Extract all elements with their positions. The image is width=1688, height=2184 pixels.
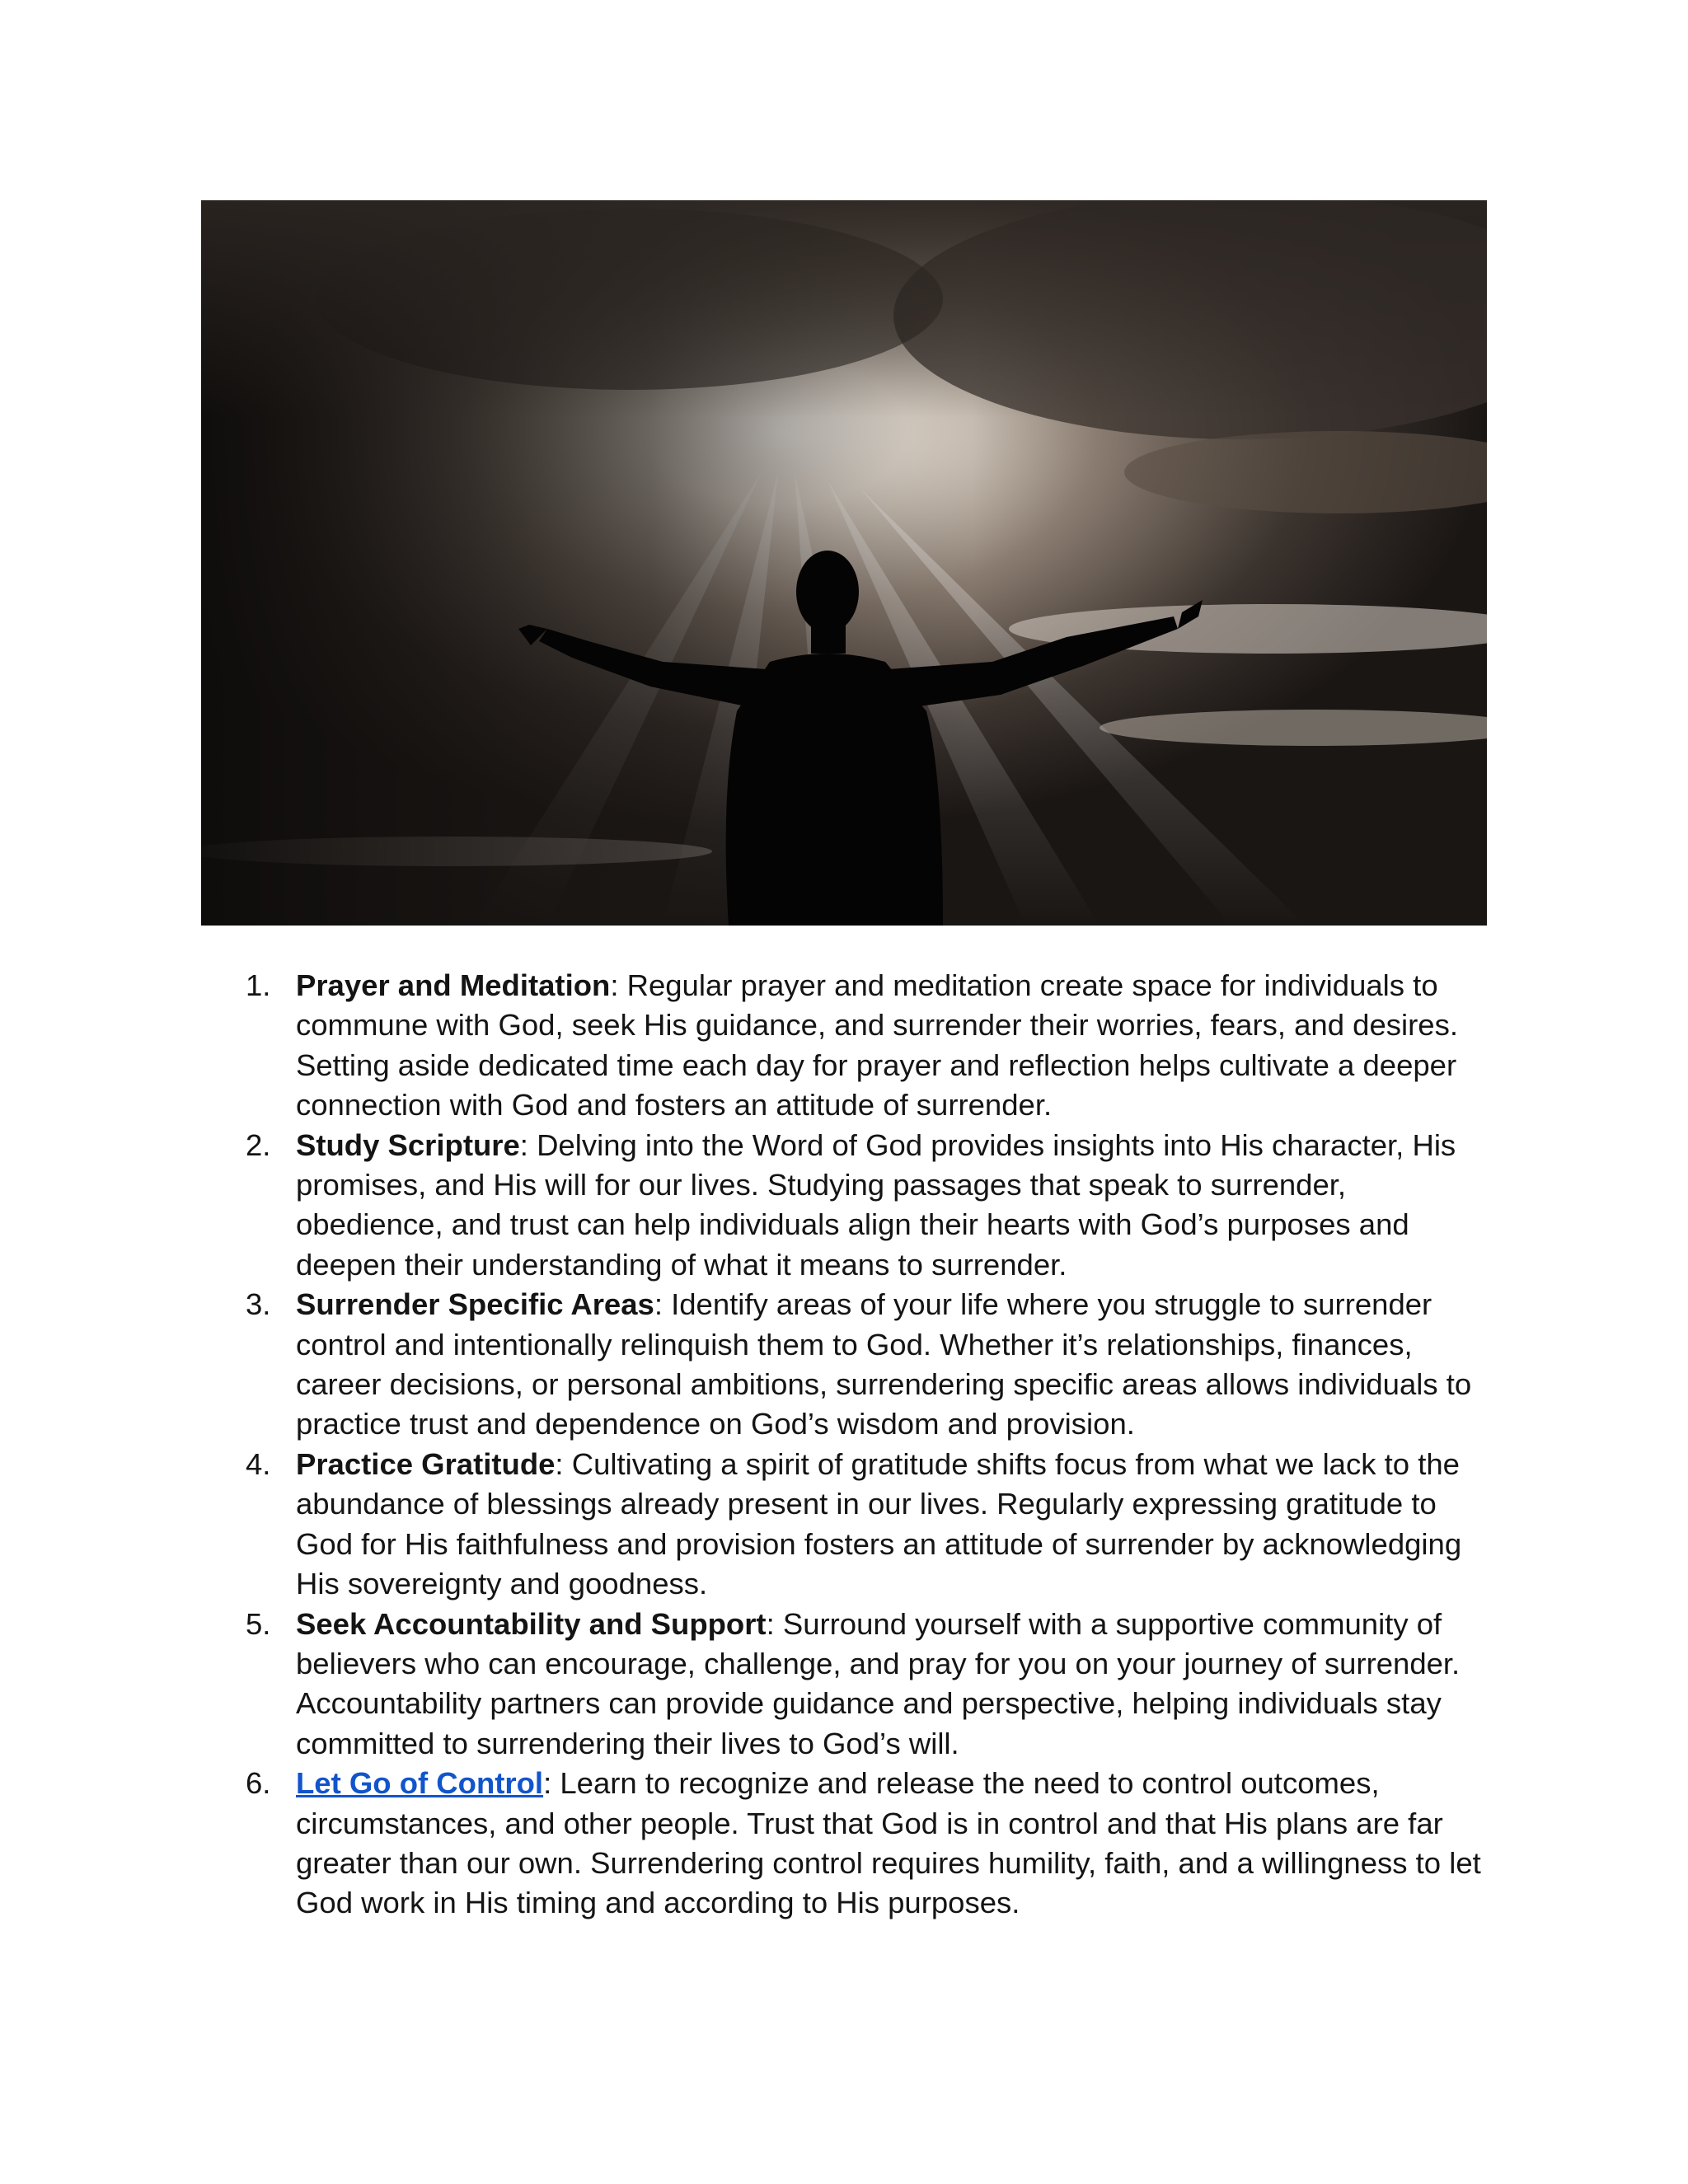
list-item-text: : Cultivating a spirit of gratitude shifts focus from what we lack to the abundance of blessings already present in our lives. Regularly expressing gratitude to God for His faithfulness and provision fosters an attitude of surrender by acknowledging His sovereignty and goodness.	[296, 1446, 1462, 1601]
list-item-text: : Surround yourself with a supportive community of believers who can encourage, challenge, and pray for you on your journey of surrender. Accountability partners can provide guidance and perspective, helping individuals stay committed to surrendering their lives to God’s will.	[296, 1606, 1461, 1760]
list-item-number: 5.	[246, 1606, 271, 1641]
list-item-term: Surrender Specific Areas	[296, 1287, 654, 1322]
surrender-practices-list	[0, 966, 1688, 1924]
praying-man-silhouette-image	[201, 200, 1487, 926]
list-item-term: Study Scripture	[296, 1127, 520, 1162]
hero-image	[201, 200, 1487, 926]
list-item-number: 6.	[246, 1766, 271, 1801]
list-item	[0, 1445, 1688, 1605]
list-item-number: 4.	[246, 1446, 271, 1481]
list-item	[0, 1126, 1688, 1286]
list-item	[0, 1285, 1688, 1445]
list-item	[0, 1764, 1688, 1924]
let-go-of-control-link[interactable]: Let Go of Control	[296, 1766, 544, 1801]
list-item-term: Practice Gratitude	[296, 1446, 556, 1481]
list-item-text: : Identify areas of your life where you struggle to surrender control and intentionally relinquish them to God. Whether it’s relationships, finances, career decisions, or personal ambitions, surrendering specific areas allows individuals to practice trust and dependence on God’s wisdom and provision.	[296, 1287, 1472, 1441]
list-item	[0, 966, 1688, 1126]
list-item-term: Seek Accountability and Support	[296, 1606, 767, 1641]
list-item-text: : Learn to recognize and release the need to control outcomes, circumstances, and other people. Trust that God is in control and that His plans are far greater than our own. Surrendering control requires humility, faith, and a willingness to let God work in His timing and according to His purposes.	[296, 1766, 1481, 1920]
list-item	[0, 1605, 1688, 1765]
list-item-term: Prayer and Meditation	[296, 968, 611, 1002]
list-item-number: 2.	[246, 1127, 271, 1162]
list-item-text: : Delving into the Word of God provides insights into His character, His promises, and His will for our lives. Studying passages that speak to surrender, obedience, and trust can help individuals align their hearts with God’s purposes and deepen their understanding of what it means to surrender.	[296, 1127, 1456, 1282]
list-item-number: 3.	[246, 1287, 271, 1322]
list-item-number: 1.	[246, 968, 271, 1002]
list-item-text: : Regular prayer and meditation create space for individuals to commune with God, seek His guidance, and surrender their worries, fears, and desires. Setting aside dedicated time each day for prayer and reflection helps cultivate a deeper connection with God and fosters an attitude of surrender.	[296, 968, 1458, 1122]
